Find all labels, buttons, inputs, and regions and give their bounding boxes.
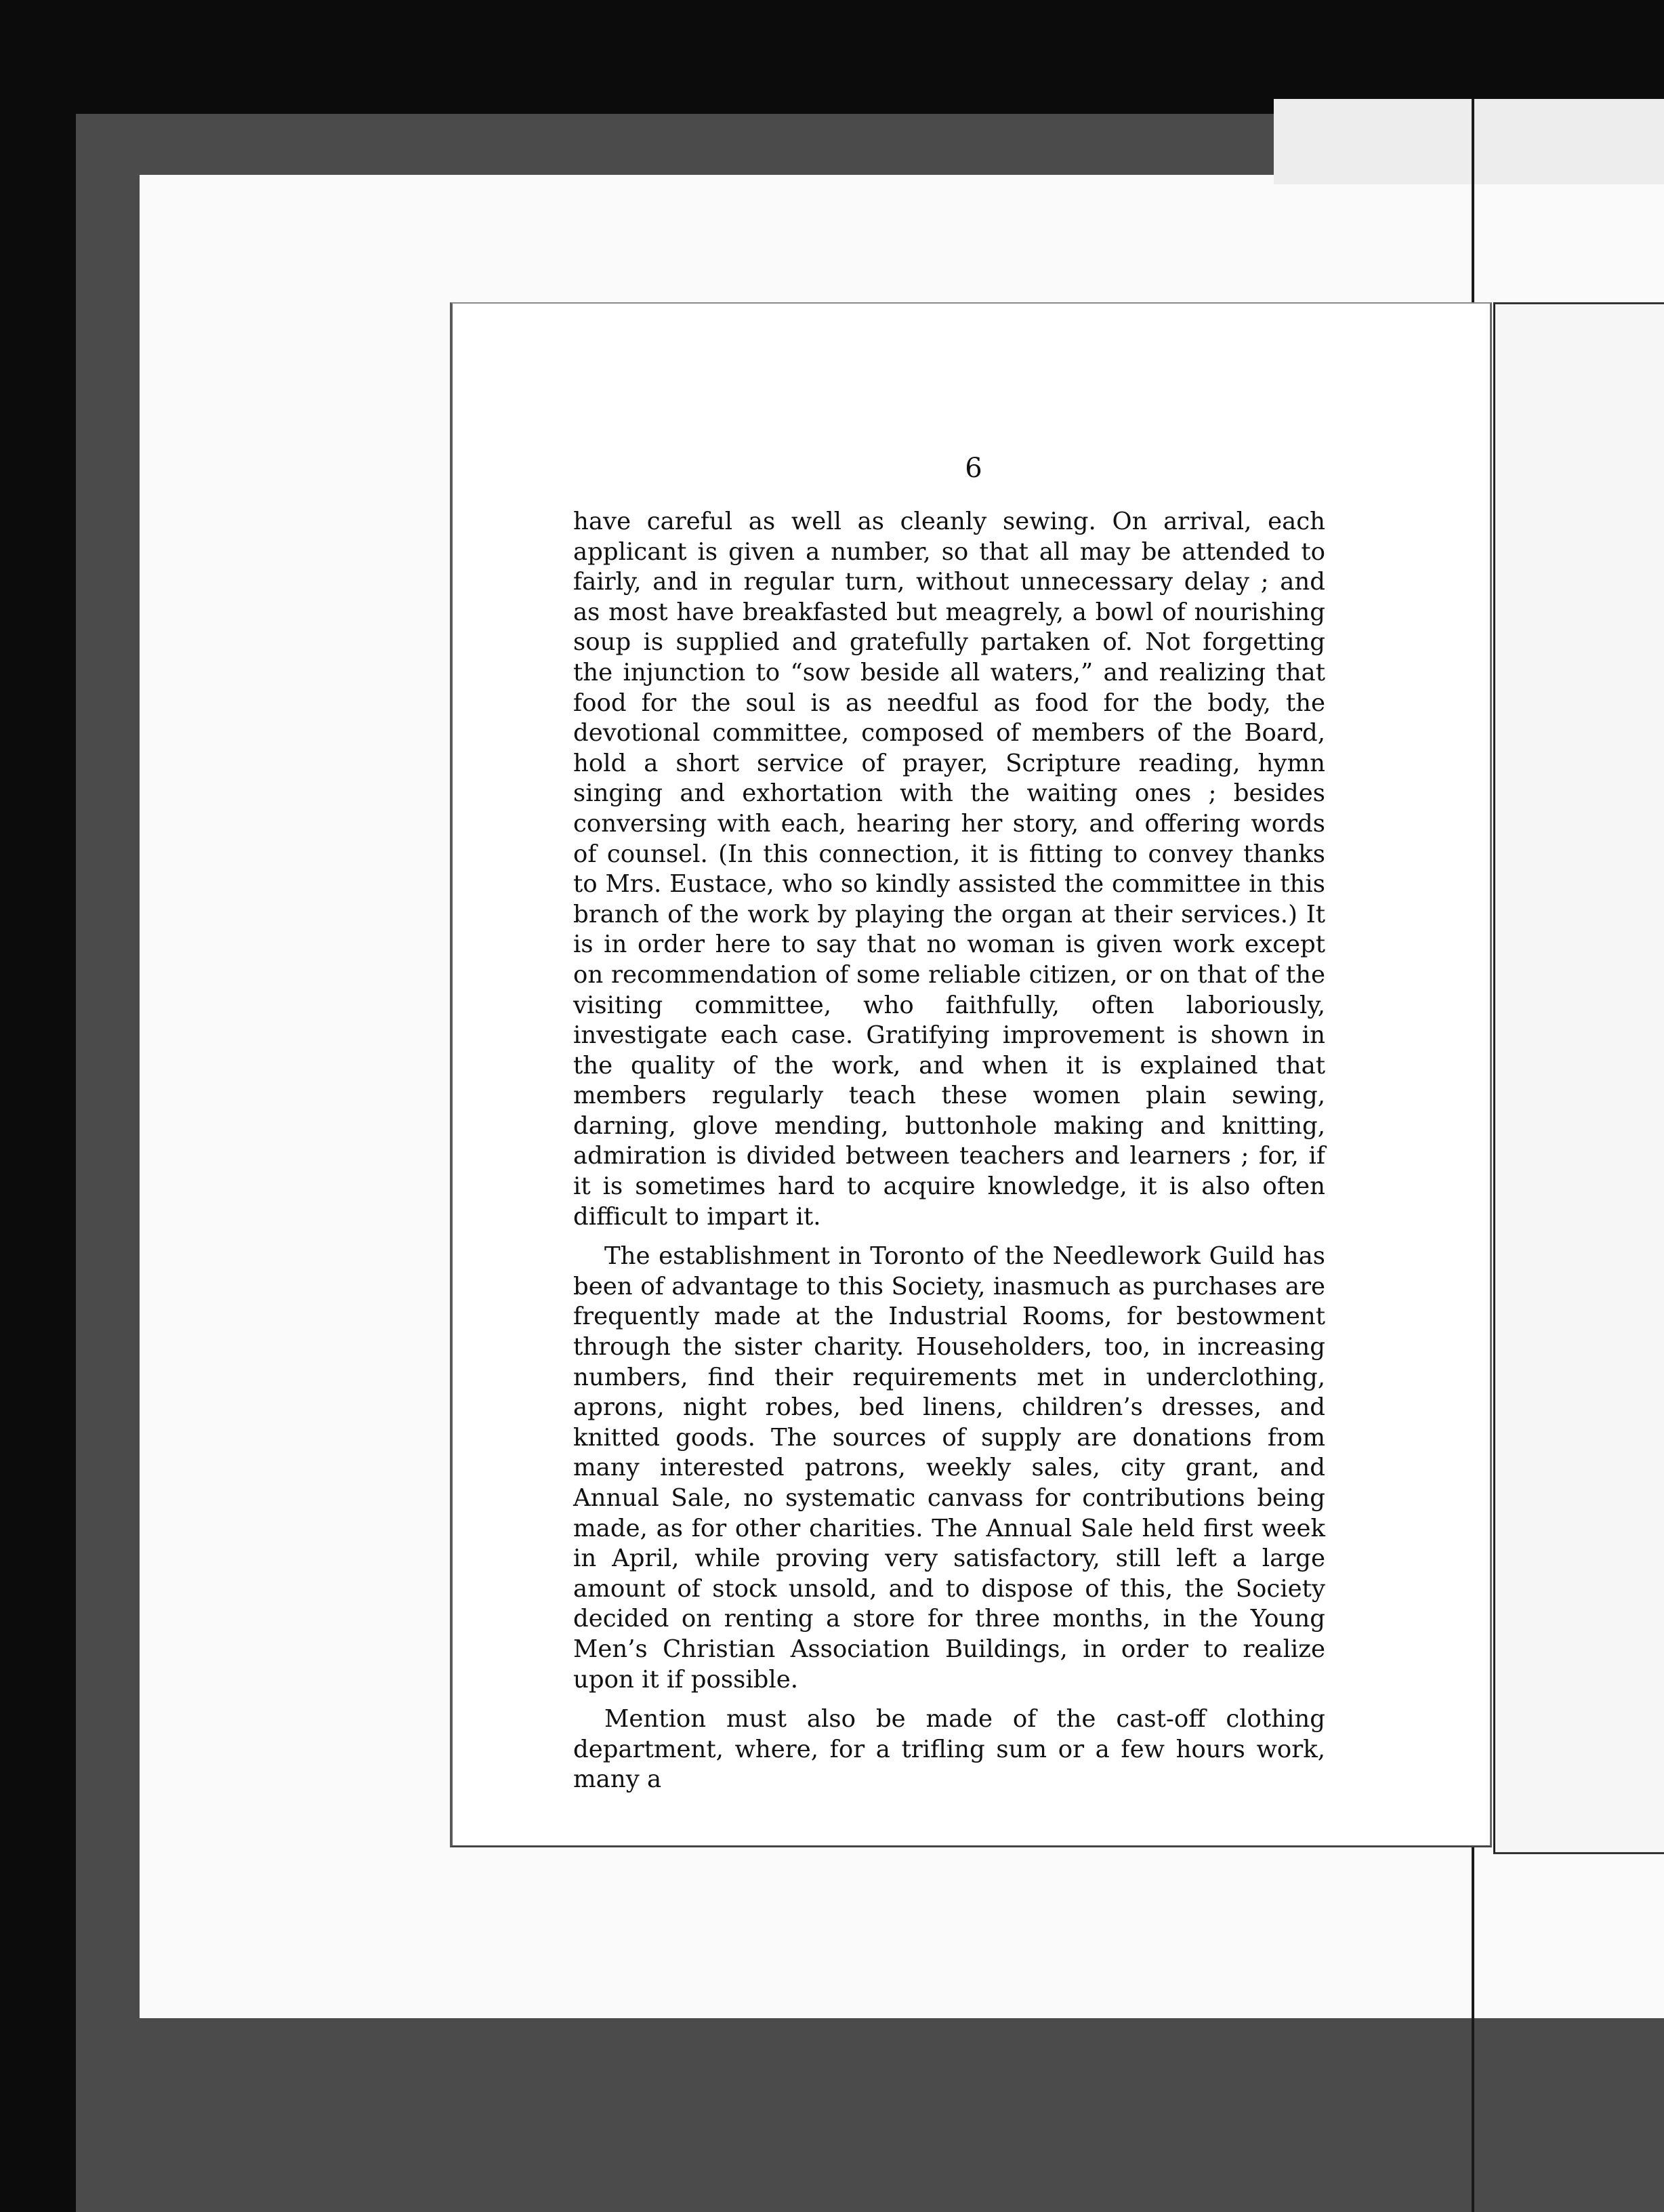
scan-speck (244, 54, 249, 60)
binding-strip (1274, 99, 1664, 184)
scan-speck (169, 27, 176, 34)
adjacent-page-edge (1493, 302, 1664, 1854)
paragraph: The establishment in Toronto of the Needlework Guild has been of advantage to this Society, inasmuch as purchases are frequently made at the Industrial Rooms, for bestowment through the sister charity. Householders, too, in increasing numbers, find their requirements met in underclothing, aprons, night robes, bed linens, children’s dresses, and knitted goods. The sources of supply are donations from many interested patrons, weekly sales, city grant, and Annual Sale, no systematic canvass for contributions being made, as for other charities. The Annual Sale held first week in April, while proving very satisfactory, still left a large amount of stock unsold, and to dispose of this, the Society decided on renting a store for three months, in the Young Men’s Christian Association Buildings, in order to realize upon it if possible. (573, 1242, 1325, 1694)
scan-speck (779, 14, 785, 20)
paragraph: have careful as well as cleanly sewing. On arrival, each applicant is given a number, so that all may be attended to fairly, and in regular turn, without unnecessary delay ; and as most have breakfasted but meagrely, a bowl of nourishing soup is supplied and gratefully partaken of. Not forgetting the injunction to “sow beside all waters,” and realizing that food for the soul is as needful as food for the body, the devotional committee, composed of members of the Board, hold a short service of prayer, Scripture reading, hymn singing and exhortation with the waiting ones ; besides conversing with each, hearing her story, and offering words of counsel. (In this connection, it is fitting to convey thanks to Mrs. Eustace, who so kindly assisted the committee in this branch of the work by playing the organ at their services.) It is in order here to say that no woman is given work except on recommendation of some reliable citizen, or on that of the visiting committee, who faithfully, often laboriously, investigate each case. Gratifying improvement is shown in the quality of the work, and when it is explained that members regularly teach these women plain sewing, darning, glove mending, buttonhole making and knitting, admiration is divided between teachers and learners ; for, if it is sometimes hard to acquire knowledge, it is also often difficult to impart it. (573, 508, 1325, 1231)
body-text (573, 507, 1325, 1795)
document-page (450, 302, 1492, 1847)
paragraph: Mention must also be made of the cast-off clothing department, where, for a trifling sum or a few hours work, many a (573, 1705, 1325, 1794)
page-number: 6 (965, 453, 982, 484)
